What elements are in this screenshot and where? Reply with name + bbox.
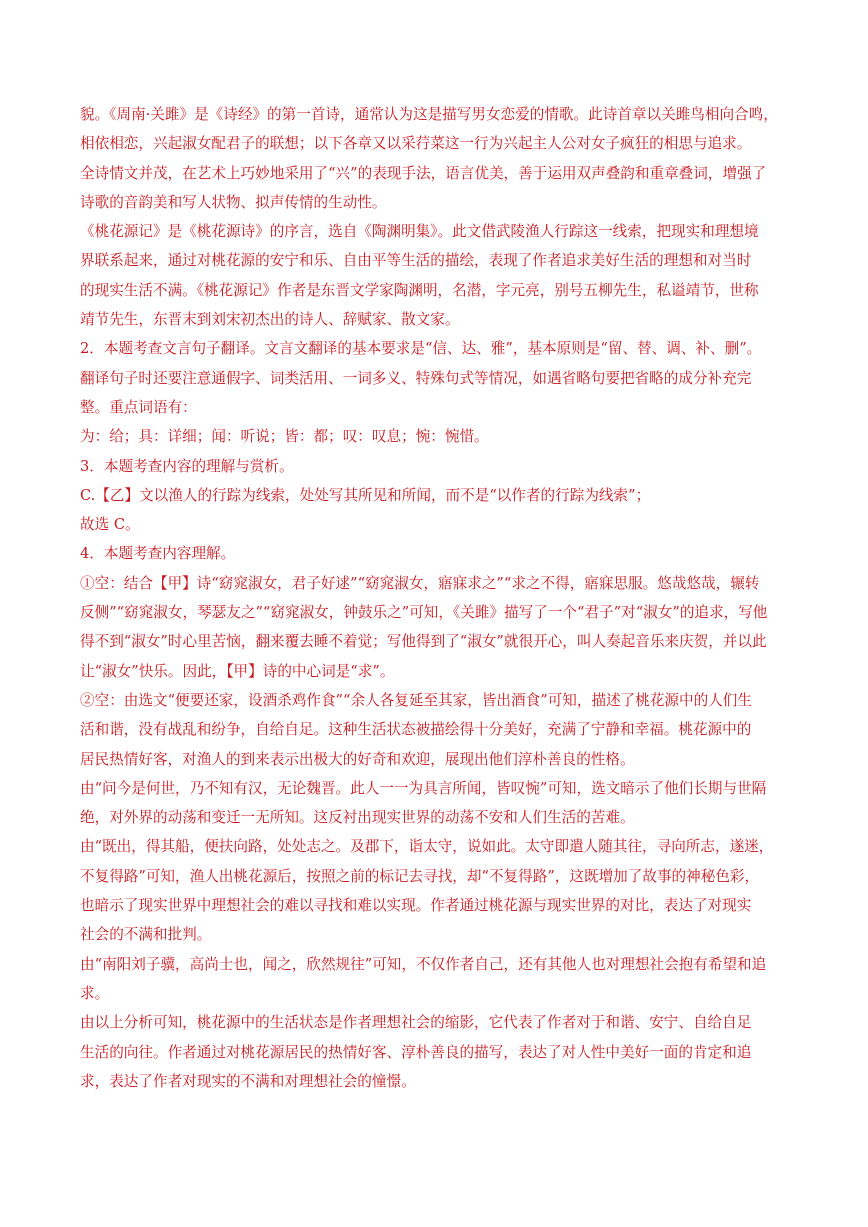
text-line: 让“淑女”快乐。因此，【甲】诗的中心词是“求”。: [80, 662, 395, 680]
text-line: 得不到“淑女”时心里苦恼，翻来覆去睡不着觉；写他得到了“淑女”就很开心，叫人奏起音乐来庆贺，并以此: [80, 633, 767, 651]
text-line: C.【乙】文以渔人的行踪为线索，处处写其所见和所闻，而不是“以作者的行踪为线索”；: [80, 486, 651, 504]
text-line: 故选 C。: [80, 516, 140, 534]
text-line: 相依相恋，兴起淑女配君子的联想；以下各章又以采荇菜这一行为兴起主人公对女子疯狂的相思与追求。: [80, 135, 752, 153]
text-line: 由以上分析可知，桃花源中的生活状态是作者理想社会的缩影，它代表了作者对于和谐、安宁、自给自足: [80, 1014, 752, 1032]
text-line: 绝，对外界的动荡和变迁一无所知。这反衬出现实世界的动荡不安和人们生活的苦难。: [80, 809, 635, 827]
text-line: 不复得路”可知，渔人出桃花源后，按照之前的标记去寻找，却“不复得路”，这既增加了故事的神秘色彩，: [80, 867, 760, 885]
text-line: 貌。《周南·关雎》是《诗经》的第一首诗，通常认为这是描写男女恋爱的情歌。此诗首章以关雎鸟相向合鸣，: [80, 106, 778, 123]
text-line: 4．本题考查内容理解。: [80, 545, 236, 563]
text-line: 《桃花源记》是《桃花源诗》的序言，选自《陶渊明集》。此文借武陵渔人行踪这一线索，把现实和理想境: [80, 223, 759, 241]
text-line: 社会的不满和批判。: [80, 926, 212, 944]
text-line: 居民热情好客，对渔人的到来表示出极大的好奇和欢迎，展现出他们淳朴善良的性格。: [80, 750, 635, 768]
text-line: 活和谐，没有战乱和纷争，自给自足。这种生活状态被描绘得十分美好，充满了宁静和幸福。桃花源中的: [80, 721, 752, 739]
text-line: 也暗示了现实世界中理想社会的难以寻找和难以实现。作者通过桃花源与现实世界的对比，表达了对现实: [80, 897, 752, 915]
text-line: 为：给；具：详细；闻：听说；皆：都；叹：叹息；惋：惋惜。: [80, 428, 489, 446]
text-line: 的现实生活不满。《桃花源记》作者是东晋文学家陶渊明，名潜，字元亮，别号五柳先生，私谥靖节，世称: [80, 281, 759, 299]
text-line: 由“既出，得其船，便扶向路，处处志之。及郡下，诣太守，说如此。太守即遣人随其往，寻向所志，遂迷，: [80, 838, 774, 856]
text-line: 反侧”“窈窕淑女，琴瑟友之”“窈窕淑女，钟鼓乐之”可知，《关雎》描写了一个“君子”对“淑女”的追求，写他: [80, 604, 768, 622]
text-line: 界联系起来，通过对桃花源的安宁和乐、自由平等生活的描绘，表现了作者追求美好生活的理想和对当时: [80, 252, 752, 270]
answer-analysis-text: [80, 100, 800, 1096]
text-line: 生活的向往。作者通过对桃花源居民的热情好客、淳朴善良的描写，表达了对人性中美好一面的肯定和追: [80, 1043, 752, 1061]
text-line: 靖节先生，东晋末到刘宋初杰出的诗人、辞赋家、散文家。: [80, 311, 460, 329]
text-line: 2．本题考查文言句子翻译。文言文翻译的基本要求是“信、达、雅”，基本原则是“留、替、调、补、删”。: [80, 340, 762, 358]
text-line: 求，表达了作者对现实的不满和对理想社会的憧憬。: [80, 1072, 416, 1090]
text-line: 求。: [80, 984, 110, 1002]
text-line: 整。重点词语有：: [80, 398, 197, 416]
text-line: 由“南阳刘子骥，高尚士也，闻之，欣然规往”可知，不仅作者自己，还有其他人也对理想社会抱有希望和追: [80, 955, 767, 973]
text-line: 3．本题考查内容的理解与赏析。: [80, 457, 294, 475]
text-line: 翻译句子时还要注意通假字、词类活用、一词多义、特殊句式等情况，如遇省略句要把省略的成分补充完: [80, 369, 752, 387]
text-line: ②空：由选文“便要还家，设酒杀鸡作食”“余人各复延至其家，皆出酒食”可知，描述了桃花源中的人们生: [80, 691, 752, 709]
text-line: 全诗情文并茂，在艺术上巧妙地采用了“兴”的表现手法，语言优美，善于运用双声叠韵和重章叠词，增强了: [80, 164, 767, 182]
text-line: ①空：结合【甲】诗“窈窕淑女，君子好逑”“窈窕淑女，寤寐求之”“求之不得，寤寐思服。悠哉悠哉，辗转: [80, 574, 760, 592]
text-line: 诗歌的音韵美和写人状物、拟声传情的生动性。: [80, 193, 387, 211]
text-line: 由“问今是何世，乃不知有汉，无论魏晋。此人一一为具言所闻，皆叹惋”可知，选文暗示了他们长期与世隔: [80, 779, 767, 797]
